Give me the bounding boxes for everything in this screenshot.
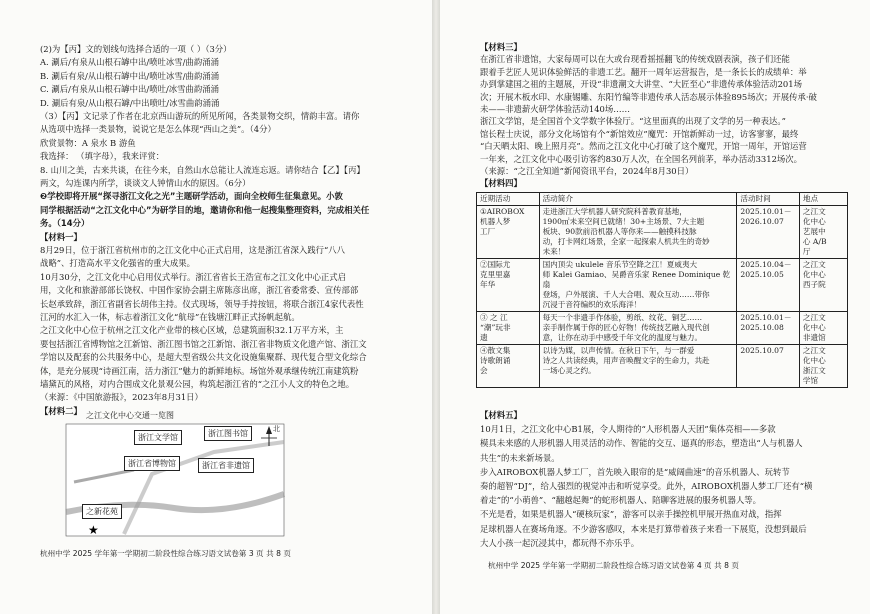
cell-line: 之江文 (802, 313, 826, 322)
table-cell-name (477, 345, 540, 388)
text-line: 奏的超智“DJ”，给人强烈的视觉冲击和听觉享受。此外，AIROBOX机器人梦工厂还有“横 (480, 481, 813, 491)
text-line: A. 涮后/有泉从山根石罅中出/喷吐冰雪/曲韵涌涌 (40, 57, 219, 68)
cell-line: 化中心 (802, 323, 826, 332)
table-cell-time (737, 345, 800, 388)
text-line: 要包括浙江省博物馆之江新馆、浙江图书馆之江新馆、浙江省非物质文化遗产馆、浙江文 (40, 338, 367, 349)
text-line: 【材料四】 (480, 178, 522, 189)
cell-line: 克里里嘉 (480, 270, 511, 279)
cell-line: 学馆 (802, 376, 819, 385)
table-cell-time (737, 312, 800, 345)
cell-line: 2025.10.05 (740, 270, 784, 279)
table-cell-place (799, 259, 847, 312)
text-line: 馆长程士庆说，部分文化场馆有个“新馆效应”魔咒：开馆新鲜动一过，访客寥寥，最终 (480, 128, 799, 139)
cell-line: 诗之人共读经典，用声音唤醒文字的生命力，共赴 (542, 356, 710, 365)
text-line: “白天晒太阳、晚上照月亮”。然而之江文化中心打破了这个魔咒，开馆一周年，开馆运营 (480, 141, 807, 152)
cell-line: “潮”玩非 (480, 323, 511, 332)
text-line: 一年来，之江文化中心吸引访客约830万人次，在全国名列前茅，举办活动3312场次。 (480, 153, 803, 164)
cell-line: 会 (480, 366, 488, 375)
text-line: 同学根据活动“之江文化中心”为研学目的地，邀请你和他一起搜集整理资料，完成相关任 (40, 204, 370, 215)
text-line: （来源：《中国旅游报》，2023年8月31日） (40, 392, 203, 403)
text-line: 10月30分，之江文化中心启用仪式举行。浙江省省长王浩宣布之江文化中心正式启 (40, 271, 347, 282)
left-page (0, 0, 432, 614)
text-line: 用，文化和旅游部部长饶权、中国作家协会副主席陈彦出席，浙江省委常委、宣传部部 (40, 285, 359, 296)
cell-line: 遗 (480, 333, 488, 342)
cell-line: 登场，户外展演、千人大合唱、观众互动……带你 (542, 290, 710, 299)
text-line: 【材料二】 (40, 405, 82, 416)
text-line: 不光是看，如果是机器人“硬核玩家”，游客可以亲手操控机甲展开热血对战，指挥 (480, 509, 782, 520)
text-line: 【材料一】 (40, 231, 82, 242)
table-cell-place (799, 206, 847, 259)
text-line: 浙江文学馆，是全国首个文学数字体验厅。“这里面真的出现了文学的另一种表达。” (480, 116, 786, 127)
cell-line: 化中心 (802, 356, 826, 365)
table-header: 活动简介 (539, 193, 737, 206)
table-cell-name (477, 312, 540, 345)
text-line: 务。（14分） (40, 218, 90, 229)
table-cell-intro (539, 312, 737, 345)
cell-line: 之江文 (802, 260, 826, 269)
text-line: 办到掌建国之祖的主题展，开设“非遗潮文大讲堂、“大匠至心”非遗传承体验活动201场 (480, 79, 802, 90)
activity-table (476, 192, 848, 388)
right-page (440, 0, 870, 614)
map-label-garden: 之新花苑 (82, 504, 122, 519)
cell-line: 师 Kalei Gamiao、吴爵音乐家 Renee Dominique 乾扇 (542, 270, 731, 289)
right-footer: 杭州中学 2025 学年第一学期初二阶段性综合练习语文试卷第 4 页 共 8 页 (488, 561, 739, 570)
text-line: 10月1日，之江文化中心B1展，令人期待的“人形机器人天团”集体亮相——多款 (480, 424, 776, 435)
svg-text:★: ★ (88, 523, 99, 537)
text-line: 学馆以及配套的公共服务中心，是超大型省级公共文化设施集聚群、现代复合型文化综合 (40, 352, 367, 363)
map-label-museum: 浙江省博物馆 (124, 456, 180, 471)
cell-line: 诗歌朗诵 (480, 356, 511, 365)
text-line: 长赵承致辞，浙江省副省长胡伟主持。仪式现场，领导手持按钮，将联合浙江4家代表性 (40, 298, 364, 309)
cell-line: 厅 (802, 247, 811, 256)
cell-line: 2025.10.01－ (740, 207, 792, 216)
cell-line: 机器人梦 (480, 217, 511, 226)
cell-line: 2026.10.07 (740, 217, 784, 226)
table-header: 近期活动 (477, 193, 540, 206)
cell-line: 2025.10.07 (740, 346, 784, 355)
cell-line: ②国际尤 (480, 260, 511, 269)
cell-line: 每天一个非遗手作体验，剪纸、纹花、铜艺…… (542, 313, 703, 322)
compass-label: 北 (273, 425, 280, 433)
table-cell-place (799, 345, 847, 388)
text-line: 8月29日，位于浙江省杭州市的之江文化中心正式启用，这是浙江省深入践行“八八 (40, 245, 346, 255)
table-header-row (477, 193, 848, 206)
text-line: 共生”的未来新场景。 (480, 452, 560, 463)
table-row (477, 345, 848, 388)
table-row (477, 259, 848, 312)
table-cell-name (477, 206, 540, 259)
table-cell-intro (539, 259, 737, 312)
map-title: 之江文化中心交通一览图 (86, 411, 174, 420)
text-line: （3）【丙】文记录了作者在北京西山游玩的所见所闻，各类景物交织，情韵丰富。请你 (40, 111, 360, 121)
page-gutter (432, 0, 440, 614)
map-label-literature: 浙江文学馆 (134, 430, 182, 445)
text-line: 【材料五】 (480, 410, 522, 420)
table-row (477, 312, 848, 345)
cell-line: ③ 之 江 (480, 313, 508, 322)
text-line: 模具未来感的人形机器人用灵活的动作、智能的交互、逼真的形态，塑造出“人与机器人 (480, 438, 803, 449)
table-cell-place (799, 312, 847, 345)
text-line: 江河的水汇入一体，标志着浙江文化“航母”在钱塘江畔正式扬帆起航。 (40, 312, 300, 322)
text-line: 着走”的“小萌兽”、“翻越起舞”的蛇形机器人、陪聊客进展的服务机器人等。 (480, 495, 762, 506)
text-line: 8. 山川之美，古来共谈，在往今来，自然山水总能让人流连忘返。请你结合【乙】【丙】 (40, 164, 365, 175)
text-line: 【材料三】 (480, 42, 522, 52)
text-line: 我选择： （填字母），我来评赏： (40, 151, 165, 162)
table-cell-time (737, 206, 800, 259)
text-line: 足球机器人在赛场角逐。不少游客感叹，本来是打算带着孩子来看一下展览，没想到最后 (480, 523, 807, 534)
text-line: 战略”、打造高水平文化强省的重大成果。 (40, 258, 196, 269)
text-line: 体，是充分展现“诗画江南，活力浙江”魅力的新鲜地标。场馆外观承继传统江南建筑粉 (40, 365, 359, 376)
text-line: 欣赏景物：A 泉水 B 游鱼 (40, 137, 136, 148)
cell-line: 工厂 (480, 227, 496, 236)
cell-line: 意，让你在动手中感受千年文化的温度与魅力。 (542, 333, 703, 342)
cell-line: 西子院 (802, 280, 826, 289)
map-label-library: 浙江图书馆 (204, 426, 252, 441)
text-line: (2)为【丙】文的划线句选择合适的一项（ ）（3分） (40, 44, 232, 54)
cell-line: 2025.10.08 (740, 323, 784, 332)
text-line: 之江文化中心位于杭州之江文化产业带的核心区域，总建筑面积32.1万平方米，主 (40, 325, 344, 336)
cell-line: 1900㎡未来空间已就绪！30+主场景、7大主题 (542, 217, 705, 226)
text-line: 次；开展木板水印、水康锡雕、东阳竹编等非遗传承人活态展示体验895场次；开展传承·破 (480, 91, 817, 102)
table-cell-name (477, 259, 540, 312)
text-line: 在浙江省非遗馆，大家每周可以在大或台现看摇摇翻飞的传统戏剧表演，孩子们还能 (480, 54, 790, 65)
cell-line: 心 A/B (802, 237, 827, 246)
table-header: 地点 (799, 193, 847, 206)
cell-line: 走进浙江大学机器人研究院科普教育基地， (542, 207, 687, 216)
text-line: 从选项中选择一类景物，说说它是怎么体现“西山之美”。（4分） (40, 124, 276, 135)
text-line: C. 涮后/有泉从山根石罅中出/喷吐/冰雪曲韵涌涌 (40, 84, 220, 95)
text-line: D. 涮后有泉/从山根石罅/中出喷吐/冰雪曲韵涌涌 (40, 97, 220, 108)
cell-line: 化中心 (802, 217, 826, 226)
cell-line: 以诗为媒，以声传情。在秋日下午，与一群爱 (542, 346, 695, 355)
cell-line: 板块、90款前沿机器人等你来——触摸科技脉 (542, 227, 697, 236)
cell-line: 亲手制作属于你的匠心好物！传统技艺融入现代创 (542, 323, 710, 332)
cell-line: 非遗馆 (802, 333, 826, 342)
text-line: （来源：“之江全知道”新闻资讯平台，2024年8月30日） (480, 166, 694, 176)
cell-line: 2025.10.01－ (740, 313, 792, 322)
cell-line: 2025.10.04－ (740, 260, 792, 269)
text-line: B. 涮后有泉/从山根石罅中出/喷吐冰雪/曲韵涌涌 (40, 70, 220, 81)
table-row (477, 206, 848, 259)
cell-line: ①AIROBOX (480, 207, 525, 216)
cell-line: 国内顶尖 ukulele 音乐节空降之江！夏威夷大 (542, 260, 698, 269)
text-line: ❷学校即将开展“探寻浙江文化之光”主题研学活动，面向全校师生征集意见。小敦 (40, 191, 343, 202)
text-line: 大人小孩一起沉浸其中，都玩得不亦乐乎。 (480, 537, 640, 548)
cell-line: 艺展中 (802, 227, 826, 236)
cell-line: 浙江文 (802, 366, 826, 375)
text-line: 墙黛瓦的风格，对内合围成文化景观公园，构筑起浙江省的“之江小人文的特色之地。 (40, 379, 355, 389)
text-line: 未——非遗薪火研学体验活动140场…… (480, 104, 630, 114)
text-line: 两文，勾连课内所学，谈谈文人钟情山水的原因。（6分） (40, 178, 251, 188)
table-cell-time (737, 259, 800, 312)
cell-line: 沉浸于音符编织的欢乐海洋！ (542, 300, 642, 309)
cell-line: 之江文 (802, 346, 826, 355)
table-cell-intro (539, 206, 737, 259)
table-header: 活动时间 (737, 193, 800, 206)
table-cell-intro (539, 345, 737, 388)
cell-line: 年华 (480, 280, 496, 289)
map-label-heritage: 浙江省非遗馆 (198, 458, 254, 473)
cell-line: 之江文 (802, 207, 826, 216)
cell-line: 一场心灵之约。 (542, 366, 596, 375)
text-line: 步入AIROBOX机器人梦工厂，首先映入眼帘的是“威阔曲速”的音乐机器人、玩转节 (480, 466, 790, 477)
left-footer: 杭州中学 2025 学年第一学期初二阶段性综合练习语文试卷第 3 页 共 8 页 (40, 549, 291, 558)
traffic-map (64, 412, 286, 538)
text-line: 跟着手艺匠人见识体验鲜活的非遗工艺。翻开一周年运营报告，是一条长长的成绩单：举 (480, 66, 807, 77)
cell-line: 未来！ (542, 247, 566, 256)
cell-line: 化中心 (802, 270, 826, 279)
cell-line: ④散文集 (480, 346, 511, 355)
cell-line: 动，打卡网红场景，全家一起探索人机共生的奇妙 (542, 237, 710, 246)
